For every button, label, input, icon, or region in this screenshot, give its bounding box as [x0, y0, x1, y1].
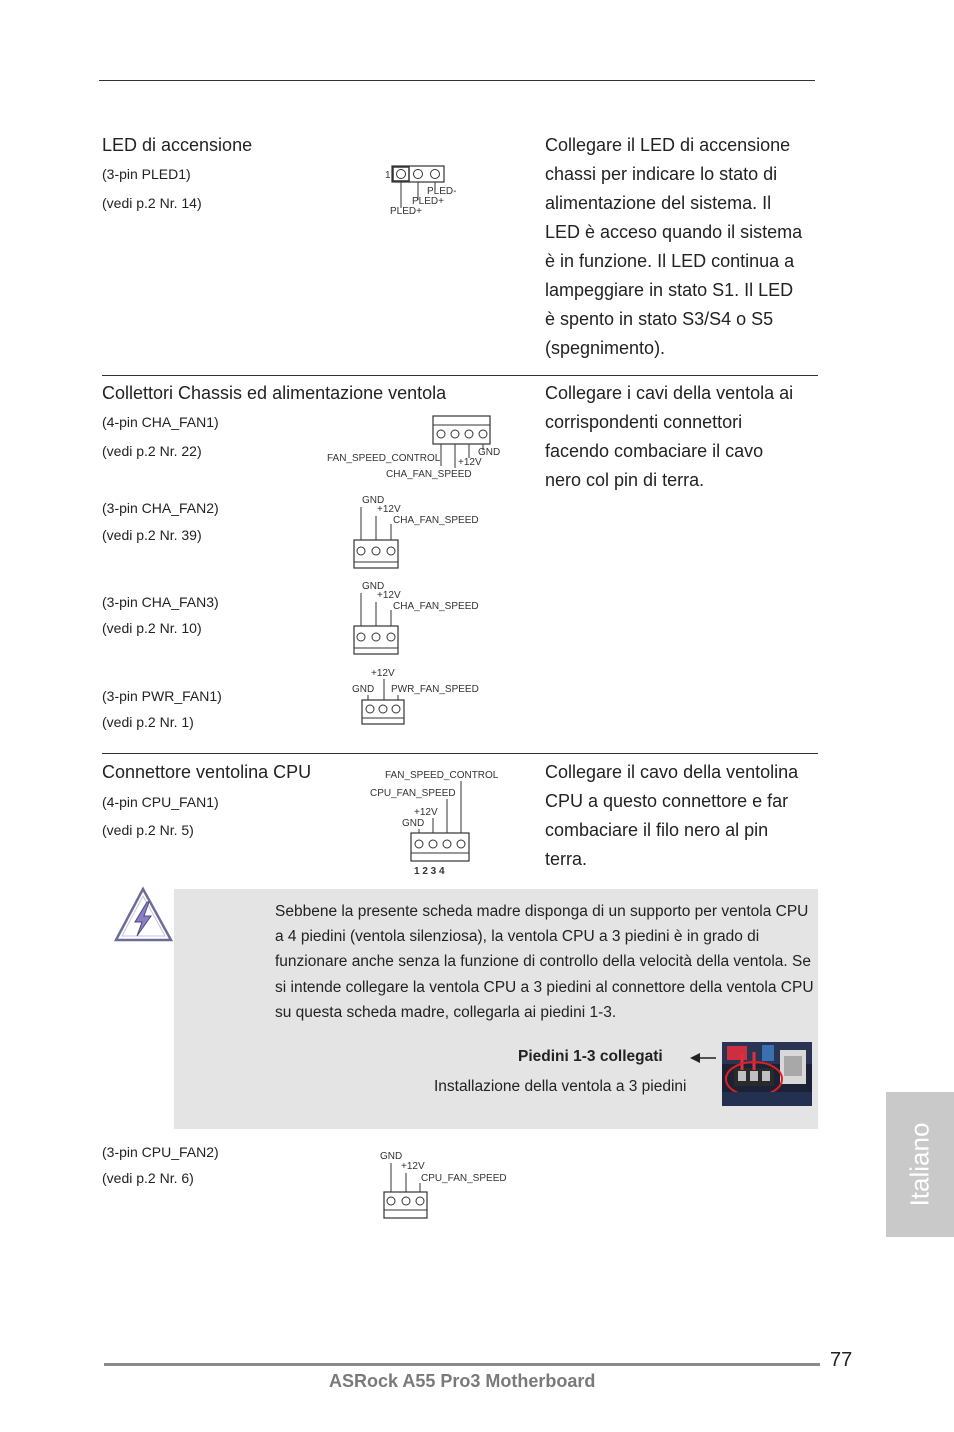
cpu-fan2-ref: (vedi p.2 Nr. 6): [102, 1170, 194, 1186]
pled-minus-label: PLED-: [427, 186, 457, 197]
cha-fan-speed-label: CHA_FAN_SPEED: [393, 601, 479, 612]
cpu-fan1-ref: (vedi p.2 Nr. 5): [102, 822, 194, 838]
gnd-label: GND: [362, 581, 385, 592]
pwr-fan1-pin: (3-pin PWR_FAN1): [102, 688, 222, 704]
cpu-fan2-pin: (3-pin CPU_FAN2): [102, 1144, 219, 1160]
gnd-label: GND: [380, 1151, 403, 1162]
led-title: LED di accensione: [102, 135, 253, 155]
pled-plus-label-2: PLED+: [390, 206, 422, 217]
led-pin: (3-pin PLED1): [102, 166, 191, 182]
pin-numbers-label: 1 2 3 4: [414, 866, 445, 877]
fan-speed-control-label: FAN_SPEED_CONTROL: [385, 770, 499, 781]
v12-label: +12V: [377, 504, 401, 515]
led-ref: (vedi p.2 Nr. 14): [102, 195, 202, 211]
cha-fan-speed-label: CHA_FAN_SPEED: [386, 469, 472, 480]
pwr-fan1-diagram: [350, 664, 500, 730]
led-description: Collegare il LED di accensione chassi per indicare lo stato di alimentazione del sistema. Il LED è acceso quando il sistema è in funzione. Il LED continua a lampeggiare in stato S1. Il LED è spento in stato S3/S4 o S5 (spegnimento).: [545, 135, 803, 358]
cha-fan3-ref: (vedi p.2 Nr. 10): [102, 620, 202, 636]
cha-fan3-pin: (3-pin CHA_FAN3): [102, 594, 219, 610]
cpu-fan2-diagram: [378, 1146, 528, 1224]
pled-pin1-label: 1: [385, 170, 391, 181]
cha-fan1-pin: (4-pin CHA_FAN1): [102, 414, 219, 430]
pwr-fan-speed-label: PWR_FAN_SPEED: [391, 684, 479, 695]
cha-fan3-diagram: [350, 576, 500, 656]
install-label: Installazione della ventola a 3 piedini: [434, 1078, 687, 1095]
gnd-label: GND: [352, 684, 375, 695]
language-tab-label: Italiano: [904, 1122, 935, 1207]
fan-speed-control-label: FAN_SPEED_CONTROL: [327, 453, 441, 464]
v12-label: +12V: [458, 457, 482, 468]
page-number: 77: [830, 1349, 853, 1371]
cha-fan1-diagram: [325, 412, 515, 484]
arrow-left-icon: [688, 1050, 718, 1066]
cha-fan1-ref: (vedi p.2 Nr. 22): [102, 443, 202, 459]
cpu-title: Connettore ventolina CPU: [102, 762, 312, 782]
fan-connector-photo: [722, 1042, 812, 1106]
gnd-label: GND: [478, 447, 501, 458]
chassis-description: Collegare i cavi della ventola ai corrispondenti connettori facendo combaciare il cavo nero col pin di terra.: [545, 383, 794, 490]
cha-fan2-diagram: [350, 490, 500, 570]
section-rule-1: [102, 375, 818, 376]
pled-plus-label-1: PLED+: [412, 196, 444, 207]
v12-label: +12V: [401, 1161, 425, 1172]
cpu-description: Collegare il cavo della ventolina CPU a questo connettore e far combaciare il filo nero al pin terra.: [545, 762, 799, 869]
pwr-fan1-ref: (vedi p.2 Nr. 1): [102, 714, 194, 730]
v12-label: +12V: [377, 590, 401, 601]
gnd-label: GND: [362, 495, 385, 506]
section-rule-2: [102, 753, 818, 754]
chassis-title: Collettori Chassis ed alimentazione ventola: [102, 383, 447, 403]
cpu-fan1-pin: (4-pin CPU_FAN1): [102, 794, 219, 810]
footer-product-name: ASRock A55 Pro3 Motherboard: [329, 1371, 596, 1391]
cpu-fan-speed-label: CPU_FAN_SPEED: [421, 1173, 507, 1184]
cpu-fan-speed-label: CPU_FAN_SPEED: [370, 788, 456, 799]
footer-rule: [104, 1363, 820, 1366]
top-rule: [99, 80, 815, 81]
pins-connected-label: Piedini 1-3 collegati: [518, 1048, 663, 1065]
cha-fan2-pin: (3-pin CHA_FAN2): [102, 500, 219, 516]
pled-connector-diagram: [380, 160, 470, 220]
cha-fan2-ref: (vedi p.2 Nr. 39): [102, 527, 202, 543]
note-text: Sebbene la presente scheda madre disponga di un supporto per ventola CPU a 4 piedini (ventola silenziosa), la ventola CPU a 3 piedini è in grado di funzionare anche senza la funzione di controllo della velocità della ventola. Se si intende collegare la ventola CPU a 3 piedini al connettore della ventola CPU su questa scheda madre, collegarla ai piedini 1-3.: [275, 903, 814, 1021]
cha-fan-speed-label: CHA_FAN_SPEED: [393, 515, 479, 526]
v12-label: +12V: [371, 668, 395, 679]
gnd-label: GND: [402, 818, 425, 829]
cpu-fan1-diagram: [365, 765, 510, 880]
v12-label: +12V: [414, 807, 438, 818]
warning-icon: [113, 886, 175, 944]
